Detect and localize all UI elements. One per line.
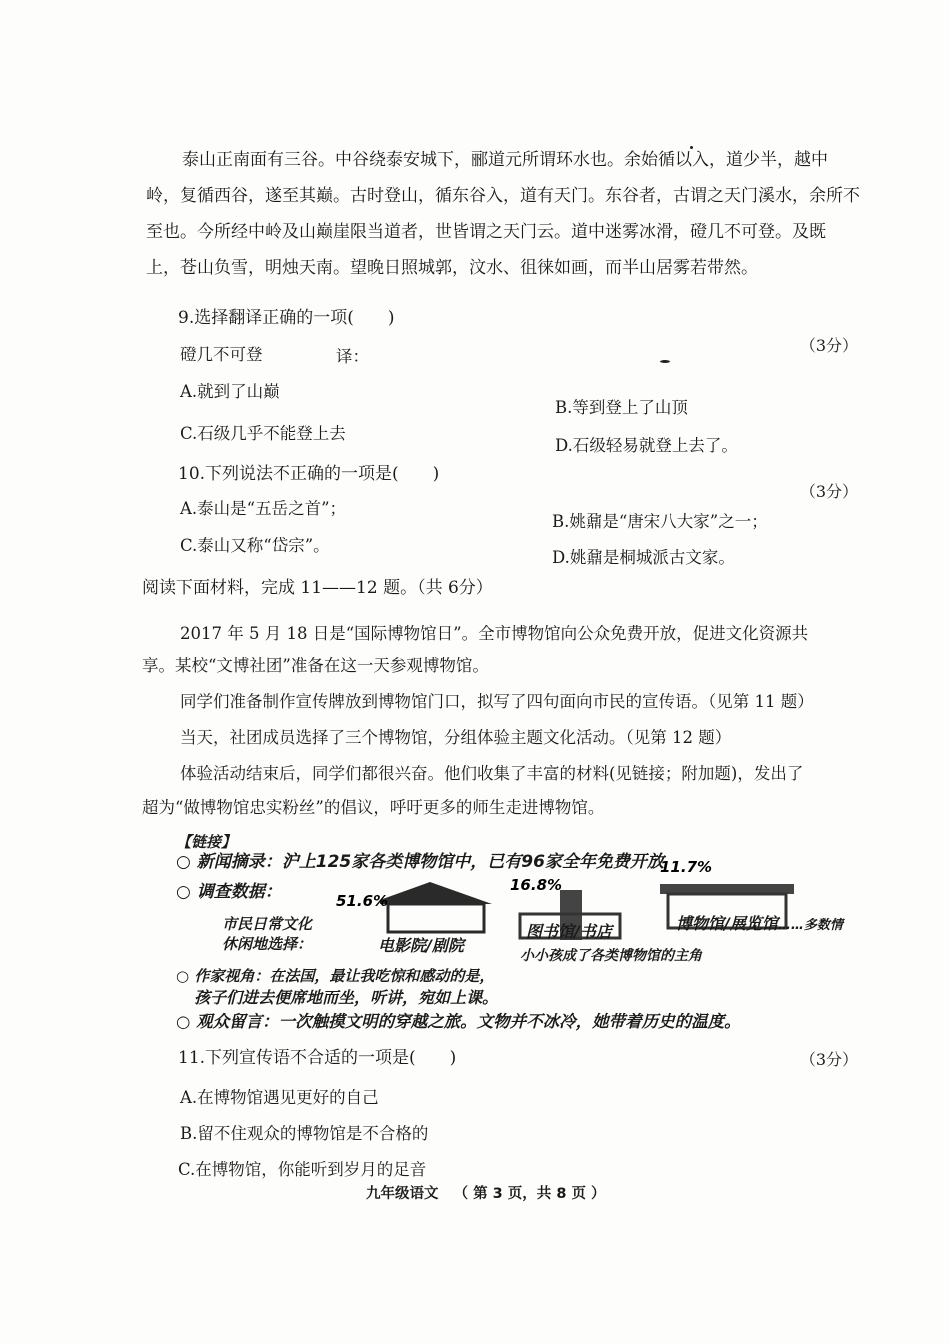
- link-writer-line1: [176, 966, 494, 986]
- bullet-icon: ○: [176, 1012, 197, 1031]
- link-survey-text: 调查数据：: [196, 882, 282, 902]
- reading-p3: 当天，社团成员选择了三个博物馆，分组体验主题文化活动。（见第 12 题）: [180, 728, 732, 747]
- q9-score: （3分）: [799, 336, 858, 355]
- q10-score: （3分）: [799, 482, 858, 501]
- bullet-icon: ○: [176, 967, 195, 985]
- q10-option-a: A.泰山是“五岳之首”；: [180, 499, 347, 518]
- chart-category-2: 图书馆/书店: [526, 922, 612, 941]
- reading-p4-line1: 体验活动结束后，同学们都很兴奋。他们收集了丰富的材料(见链接；附加题)，发出了: [180, 764, 804, 783]
- chart-category-1: 电影院/剧院: [378, 936, 464, 955]
- chart-category-3-extra: ……多数情: [777, 918, 843, 933]
- chart-category-3: [676, 914, 843, 936]
- passage-line-2: 岭，复循西谷，遂至其巅。古时登山，循东谷入，道有天门。东谷者，古谓之天门溪水，余所不: [146, 186, 860, 206]
- chart-category-3-text: 博物馆/展览馆: [676, 914, 778, 933]
- bullet-icon: ○: [176, 852, 197, 872]
- link-left-caption-1: 市民日常文化: [222, 915, 313, 933]
- q11-stem: 11.下列宣传语不合适的一项是( ): [178, 1048, 457, 1068]
- reading-p4-line2: 超为“做博物馆忠实粉丝”的倡议，呼吁更多的师生走进博物馆。: [142, 798, 605, 817]
- link-visitor-text: 观众留言：一次触摸文明的穿越之旅。文物并不冰冷，她带着历史的温度。: [196, 1012, 741, 1031]
- theater-roof-icon: [380, 882, 492, 904]
- q9-phrase: 磴几不可登: [180, 345, 263, 364]
- link-kids-note: 小小孩成了各类博物馆的主角: [520, 948, 702, 964]
- q9-option-c: C.石级几乎不能登上去: [180, 424, 346, 443]
- chart-value-1: 51.6%: [336, 892, 389, 910]
- link-left-caption-2: 休闲地选择：: [222, 935, 313, 953]
- q9-stem: 9.选择翻译正确的一项( ): [178, 308, 395, 328]
- q9-option-a: A.就到了山巅: [180, 382, 280, 401]
- passage-line-1: 泰山正南面有三谷。中谷绕泰安城下，郦道元所谓环水也。余始循以入，道少半，越中: [182, 150, 828, 170]
- reading-p1-line2: 享。某校“文博社团”准备在这一天参观博物馆。: [142, 656, 489, 675]
- scan-speck: [660, 360, 670, 363]
- link-visitor: [176, 1012, 741, 1032]
- chart-value-2: 16.8%: [510, 876, 563, 894]
- q10-option-d: D.姚鼐是桐城派古文家。: [552, 548, 735, 567]
- link-news-text: 新闻摘录：沪上125家各类博物馆中，已有96家全年免费开放: [196, 852, 664, 872]
- reading-p1-line1: 2017 年 5 月 18 日是“国际博物馆日”。全市博物馆向公众免费开放，促进文化资源共: [180, 624, 809, 643]
- q10-option-b: B.姚鼐是“唐宋八大家”之一；: [552, 512, 768, 531]
- q11-option-c: C.在博物馆，你能听到岁月的足音: [178, 1160, 427, 1179]
- reading-heading: 阅读下面材料，完成 11——12 题。（共 6分）: [142, 578, 493, 598]
- theater-body-icon: [388, 904, 484, 932]
- passage-line-4: 上，苍山负雪，明烛天南。望晚日照城郭，汶水、徂徕如画，而半山居雾若带然。: [146, 258, 758, 278]
- q10-option-c: C.泰山又称“岱宗”。: [180, 536, 330, 555]
- footer-subject: 九年级语文: [366, 1186, 439, 1202]
- link-title: 【链接】: [176, 833, 237, 851]
- q11-score: （3分）: [799, 1050, 858, 1069]
- reading-p2: 同学们准备制作宣传牌放到博物馆门口，拟写了四句面向市民的宣传语。（见第 11 题）: [180, 692, 814, 711]
- link-writer-text-1: 作家视角：在法国，最让我吃惊和感动的是，: [194, 967, 495, 985]
- q9-option-d: D.石级轻易就登上去了。: [555, 436, 738, 455]
- q11-option-b: B.留不住观众的博物馆是不合格的: [180, 1124, 429, 1143]
- q10-stem: 10.下列说法不正确的一项是( ): [178, 464, 440, 484]
- bullet-icon: ○: [176, 882, 197, 902]
- q9-translate-label: 译：: [336, 347, 369, 366]
- chart-value-3: 11.7%: [660, 860, 713, 876]
- passage-line-3: 至也。今所经中岭及山巅崖限当道者，世皆谓之天门云。道中迷雾冰滑，磴几不可登。及既: [146, 222, 826, 242]
- footer-page-number: （ 第 3 页，共 8 页 ）: [453, 1186, 606, 1202]
- q11-option-a: A.在博物馆遇见更好的自己: [180, 1088, 379, 1107]
- chart-icon-theater: [380, 882, 492, 932]
- q9-option-b: B.等到登上了山顶: [555, 398, 688, 417]
- scan-speck: [690, 146, 693, 149]
- footer: [366, 1184, 606, 1204]
- link-writer-line2: 孩子们进去便席地而坐，听讲，宛如上课。: [194, 988, 499, 1007]
